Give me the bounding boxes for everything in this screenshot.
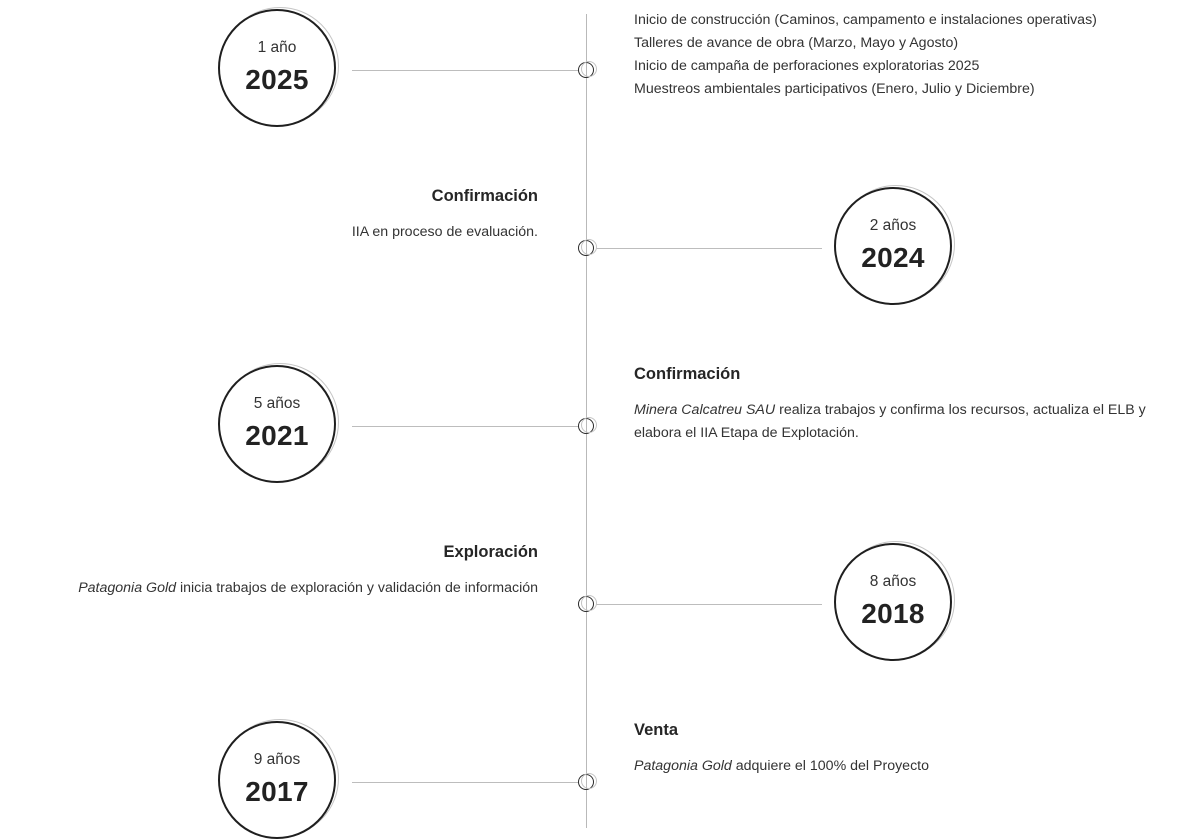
year-badge [218, 721, 336, 839]
entry-content [0, 543, 538, 600]
entry-title: Confirmación [431, 187, 538, 205]
entry-line: Inicio de construcción (Caminos, campamento e instalaciones operativas) [634, 12, 1097, 28]
entry-line: Talleres de avance de obra (Marzo, Mayo y Agosto) [634, 35, 959, 51]
entry-title: Venta [634, 721, 679, 739]
connector-line [596, 604, 822, 605]
years-ago-label: 8 años [869, 573, 917, 590]
entry-content [634, 721, 1174, 778]
years-ago-label: 9 años [253, 751, 301, 768]
timeline-node-icon [578, 774, 594, 790]
entry-text: Patagonia Gold adquiere el 100% del Proyecto [634, 758, 929, 774]
timeline-entry-2024 [0, 187, 1200, 273]
connector-line [352, 426, 578, 427]
year-badge [834, 187, 952, 305]
years-ago-label: 1 año [257, 39, 297, 56]
timeline-node-icon [578, 62, 594, 78]
year-label: 2024 [861, 242, 925, 273]
timeline-entry-2017 [0, 721, 1200, 807]
company-name: Patagonia Gold [78, 580, 177, 596]
timeline-node-icon [578, 596, 594, 612]
entry-content [634, 9, 1174, 101]
entry-line: Inicio de campaña de perforaciones exploratorias 2025 [634, 58, 980, 74]
year-badge [834, 543, 952, 661]
entry-content [634, 365, 1174, 445]
year-label: 2021 [245, 420, 309, 451]
entry-text: Patagonia Gold inicia trabajos de exploración y validación de información [78, 580, 538, 596]
year-badge [218, 9, 336, 127]
company-name: Minera Calcatreu SAU [634, 402, 776, 418]
year-label: 2017 [245, 776, 309, 807]
year-label: 2025 [245, 64, 309, 95]
entry-title: Confirmación [634, 365, 741, 383]
entry-title: Exploración [443, 543, 538, 561]
connector-line [352, 70, 578, 71]
entry-content [0, 187, 538, 244]
entry-text: Minera Calcatreu SAU realiza trabajos y confirma los recursos, actualiza el ELB y elabora el IIA Etapa de Explotación. [634, 402, 1146, 441]
year-badge [218, 365, 336, 483]
timeline-entry-2021 [0, 365, 1200, 451]
timeline-entry-2025 [0, 12, 1200, 97]
years-ago-label: 2 años [869, 217, 917, 234]
years-ago-label: 5 años [253, 395, 301, 412]
entry-text: IIA en proceso de evaluación. [351, 224, 538, 240]
timeline-node-icon [578, 240, 594, 256]
year-label: 2018 [861, 598, 925, 629]
connector-line [596, 248, 822, 249]
timeline-node-icon [578, 418, 594, 434]
connector-line [352, 782, 578, 783]
company-name: Patagonia Gold [634, 758, 732, 774]
timeline-entry-2018 [0, 543, 1200, 629]
entry-line: Muestreos ambientales participativos (Enero, Julio y Diciembre) [634, 81, 1035, 97]
